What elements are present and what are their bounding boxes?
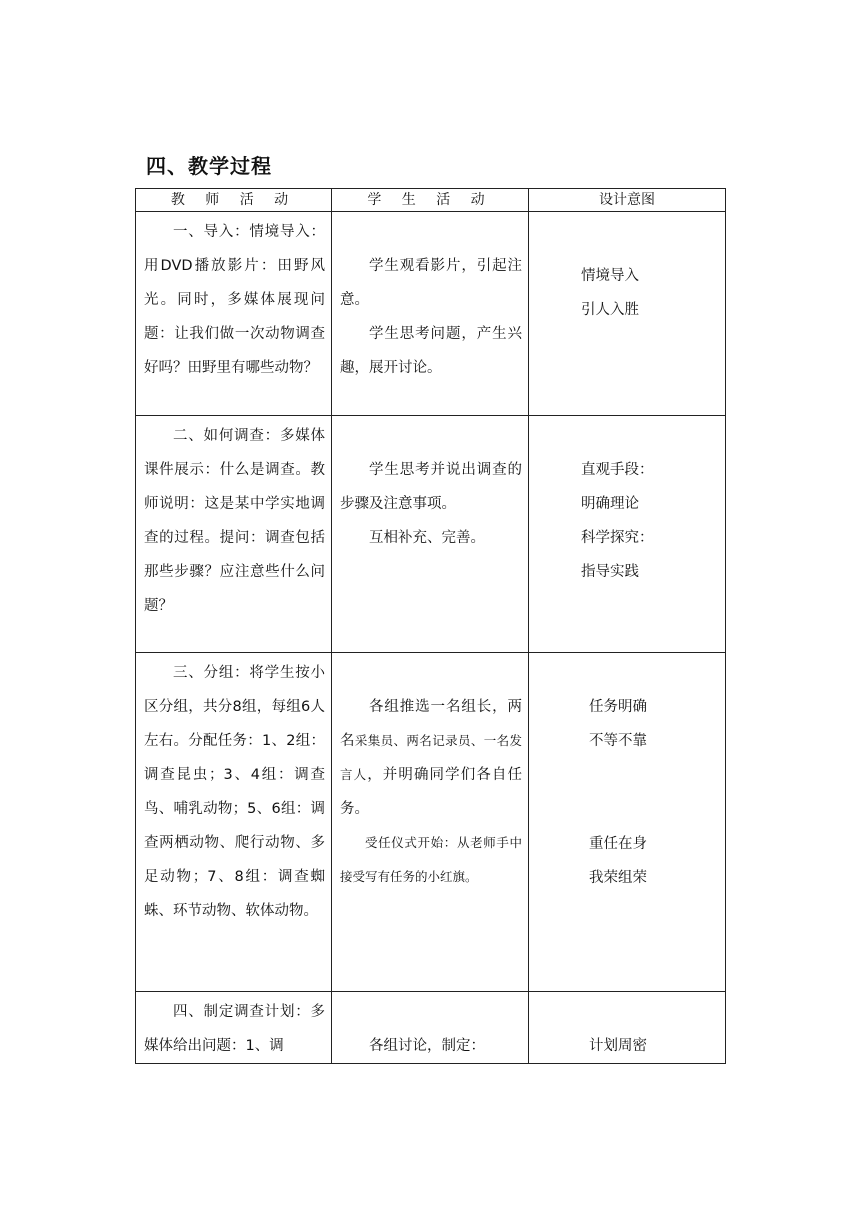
header-teacher-activity: 教 师 活 动	[136, 189, 332, 212]
student-activity-text: 学生观看影片，引起注意。	[340, 258, 522, 308]
table-row	[136, 416, 726, 653]
student-activity-cell	[332, 992, 529, 1064]
teaching-process-table	[135, 188, 726, 1064]
design-intent-text: 重任在身	[589, 836, 647, 852]
teacher-activity-text: 四、制定调查计划：多媒体给出问题：1、调	[144, 1004, 325, 1054]
design-intent-text: 情境导入	[581, 268, 639, 284]
section-heading: 四、教学过程	[146, 154, 272, 178]
design-intent-text: 指导实践	[581, 564, 639, 580]
teacher-activity-cell	[136, 653, 332, 992]
design-intent-text: 我荣组荣	[589, 870, 647, 886]
design-intent-text: 明确理论	[581, 496, 639, 512]
student-activity-text: 学生思考并说出调查的步骤及注意事项。	[340, 462, 522, 512]
table-header-row	[136, 189, 726, 212]
design-intent-cell	[529, 212, 726, 416]
teacher-activity-text: 三、分组：将学生按小区分组，共分8组，每组6人左右。分配任务：1、2组：调查昆虫；3、4组：调查鸟、哺乳动物；5、6组：调查两栖动物、爬行动物、多足动物；7、8组：调查蜘蛛、环节动物、软体动物。	[144, 665, 325, 919]
design-intent-text: 科学探究：	[581, 530, 654, 546]
table-row	[136, 992, 726, 1064]
teacher-activity-cell	[136, 212, 332, 416]
design-intent-text: 任务明确	[589, 699, 647, 715]
student-activity-text: 各组讨论，制定：	[369, 1038, 485, 1054]
design-intent-text: 引人入胜	[581, 302, 639, 318]
design-intent-text: 计划周密	[589, 1038, 647, 1054]
table-row	[136, 653, 726, 992]
teacher-activity-cell	[136, 992, 332, 1064]
design-intent-cell	[529, 416, 726, 653]
teacher-activity-text: 一、导入：情境导入： 用DVD播放影片：田野风光。同时，多媒体展现问题：让我们做一次动物调查好吗？田野里有哪些动物？	[144, 224, 325, 376]
teacher-activity-cell	[136, 416, 332, 653]
student-activity-text: 各组推选一名组长，两名采集员、两名记录员、一名发言人，并明确同学们各自任务。	[340, 699, 522, 817]
design-intent-cell	[529, 992, 726, 1064]
design-intent-text: 直观手段：	[581, 462, 654, 478]
table-row	[136, 212, 726, 416]
student-activity-cell	[332, 416, 529, 653]
student-activity-cell	[332, 212, 529, 416]
header-design-intent: 设计意图	[529, 189, 726, 212]
student-activity-cell	[332, 653, 529, 992]
student-activity-text: 学生思考问题，产生兴趣，展开讨论。	[340, 326, 522, 376]
header-student-activity: 学 生 活 动	[332, 189, 529, 212]
student-activity-text: 受任仪式开始：从老师手中接受写有任务的小红旗。	[340, 835, 522, 884]
design-intent-text: 不等不靠	[589, 733, 647, 749]
design-intent-cell	[529, 653, 726, 992]
student-activity-text: 互相补充、完善。	[369, 530, 485, 546]
teacher-activity-text: 二、如何调查：多媒体课件展示：什么是调查。教师说明：这是某中学实地调查的过程。提问：调查包括那些步骤？应注意些什么问题？	[144, 428, 325, 614]
